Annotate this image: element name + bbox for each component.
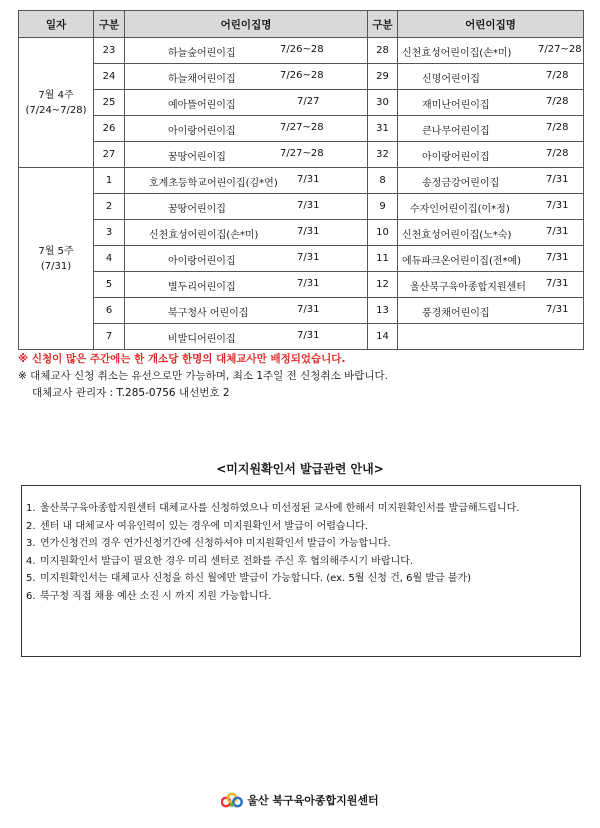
assignment-date: 7/31: [297, 252, 320, 263]
guide-box: [21, 485, 581, 657]
row-number: 10: [368, 220, 398, 246]
guide-item: [22, 518, 574, 536]
daycare-cell: [398, 116, 584, 142]
daycare-name: 별두리어린이집: [168, 282, 236, 293]
assignment-date: 7/31: [297, 226, 320, 237]
daycare-cell: [125, 90, 368, 116]
notes: [18, 351, 388, 402]
table-row: [19, 90, 584, 116]
assignment-date: 7/27~28: [280, 122, 324, 133]
guide-item-text: 미지원확인서는 대체교사 신청을 하신 월에만 발급이 가능합니다. (ex. 5월 신청 건, 6월 발급 불가): [40, 573, 472, 585]
row-number: 13: [368, 298, 398, 324]
daycare-name: 송정금강어린이집: [422, 178, 500, 189]
assignment-date: 7/28: [546, 122, 569, 133]
row-number: 27: [94, 142, 125, 168]
daycare-cell: [398, 90, 584, 116]
daycare-name: 하늘숲어린이집: [168, 48, 236, 59]
guide-title: <미지원확인서 발급관련 안내>: [216, 462, 384, 476]
guide-item-number: 4.: [26, 555, 36, 567]
guide-item: [22, 553, 574, 571]
daycare-name: 풍경채어린이집: [422, 308, 490, 319]
table-row: [19, 194, 584, 220]
daycare-cell: [125, 246, 368, 272]
assignment-date: 7/31: [297, 278, 320, 289]
row-number: 4: [94, 246, 125, 272]
daycare-name: 북구청사 어린이집: [168, 308, 249, 319]
table-row: [19, 298, 584, 324]
row-number: 5: [94, 272, 125, 298]
daycare-name: 아이랑어린이집: [168, 126, 236, 137]
guide-item-text: 울산북구육아종합지원센터 대체교사를 신청하였으나 미선정된 교사에 한해서 미지원확인서를 발급해드립니다.: [40, 503, 520, 514]
guide-item: [22, 535, 574, 553]
row-number: 8: [368, 168, 398, 194]
row-number: 30: [368, 90, 398, 116]
table-row: [19, 220, 584, 246]
center-logo-icon: [221, 791, 243, 809]
assignment-date: 7/27: [297, 96, 320, 107]
assignment-date: 7/31: [297, 200, 320, 211]
week-cell: [19, 168, 94, 350]
assignment-date: 7/31: [297, 330, 320, 341]
daycare-cell: [125, 220, 368, 246]
cancel-note: ※ 대체교사 신청 취소는 유선으로만 가능하며, 최소 1주일 전 신청취소 바랍니다.: [18, 370, 388, 382]
daycare-name: 꿈땅어린이집: [168, 152, 226, 163]
footer-org-name: 울산 북구육아종합지원센터: [247, 794, 379, 807]
daycare-cell: [398, 272, 584, 298]
daycare-cell: [125, 272, 368, 298]
header-name-2: 어린이집명: [398, 11, 584, 38]
daycare-cell: [398, 194, 584, 220]
table-row: [19, 64, 584, 90]
week-range: (7/31): [40, 260, 72, 272]
daycare-cell: [125, 168, 368, 194]
guide-item-text: 미지원확인서 발급이 필요한 경우 미리 센터로 전화를 주신 후 협의해주시기 바랍니다.: [40, 555, 414, 567]
row-number: 24: [94, 64, 125, 90]
daycare-name: 울산북구육아종합지원센터: [410, 282, 526, 293]
daycare-cell: [398, 168, 584, 194]
daycare-cell: [125, 64, 368, 90]
daycare-cell: [125, 324, 368, 350]
assignment-date: 7/31: [297, 304, 320, 315]
assignment-date: 7/28: [546, 96, 569, 107]
guide-item-number: 6.: [26, 590, 36, 602]
assignment-date: 7/26~28: [280, 44, 324, 55]
footer: [0, 791, 600, 809]
daycare-name: 하늘채어린이집: [168, 74, 236, 85]
row-number: 12: [368, 272, 398, 298]
daycare-cell: [125, 38, 368, 64]
row-number: 23: [94, 38, 125, 64]
guide-item: [22, 588, 574, 606]
header-num-2: 구분: [368, 11, 398, 38]
header-name-1: 어린이집명: [125, 11, 368, 38]
assignment-date: 7/31: [546, 252, 569, 263]
assignment-date: 7/31: [546, 200, 569, 211]
daycare-name: 큰나무어린이집: [422, 126, 490, 137]
substitute-teacher-schedule-table: [18, 10, 584, 350]
row-number: 14: [368, 324, 398, 350]
row-number: 3: [94, 220, 125, 246]
table-row: [19, 168, 584, 194]
row-number: 2: [94, 194, 125, 220]
week-cell: [19, 38, 94, 168]
guide-item-number: 3.: [26, 538, 36, 550]
table-header-row: [19, 11, 584, 38]
guide-list: [22, 486, 580, 606]
table-row: [19, 272, 584, 298]
guide-item-number: 1.: [26, 503, 36, 514]
week-label: 7월 5주: [38, 245, 74, 257]
assignment-date: 7/27~28: [538, 44, 582, 55]
assignment-date: 7/31: [546, 174, 569, 185]
daycare-name: 에듀파크온어린이집(전*예): [402, 256, 522, 267]
row-number: 25: [94, 90, 125, 116]
row-number: 6: [94, 298, 125, 324]
daycare-name: 신천효성어린이집(손*미): [402, 48, 512, 59]
daycare-cell: [125, 142, 368, 168]
header-date: 일자: [19, 11, 94, 38]
daycare-name: 예아뜰어린이집: [168, 100, 236, 111]
row-number: 11: [368, 246, 398, 272]
daycare-name: 재미난어린이집: [422, 100, 490, 111]
row-number: 31: [368, 116, 398, 142]
warning-note: ※ 신청이 많은 주간에는 한 개소당 한명의 대체교사만 배정되었습니다.: [18, 353, 346, 365]
guide-item-number: 2.: [26, 520, 36, 532]
assignment-date: 7/27~28: [280, 148, 324, 159]
assignment-date: 7/28: [546, 70, 569, 81]
daycare-cell: [125, 298, 368, 324]
assignment-date: 7/26~28: [280, 70, 324, 81]
daycare-name: 신천효성어린이집(노*숙): [402, 230, 512, 241]
daycare-name: 아이랑어린이집: [168, 256, 236, 267]
daycare-cell: [398, 246, 584, 272]
guide-item-text: 센터 내 대체교사 여유인력이 있는 경우에 미지원확인서 발급이 어렵습니다.: [40, 520, 369, 532]
guide-item: [22, 500, 574, 518]
guide-item: [22, 570, 574, 588]
row-number: 26: [94, 116, 125, 142]
daycare-name: 호계초등학교어린이집(김*연): [149, 178, 278, 189]
table-row: [19, 246, 584, 272]
table-row: [19, 142, 584, 168]
table-row: [19, 116, 584, 142]
guide-item-text: 북구청 직접 채용 예산 소진 시 까지 지원 가능합니다.: [40, 590, 272, 602]
assignment-date: 7/31: [546, 278, 569, 289]
assignment-date: 7/31: [297, 174, 320, 185]
daycare-name: 꿈땅어린이집: [168, 204, 226, 215]
daycare-cell: [398, 220, 584, 246]
daycare-cell: [398, 142, 584, 168]
assignment-date: 7/31: [546, 226, 569, 237]
daycare-name: 비발디어린이집: [168, 334, 236, 345]
daycare-name: 수자인어린이집(이*정): [410, 204, 510, 215]
daycare-cell: [398, 324, 584, 350]
row-number: 29: [368, 64, 398, 90]
assignment-date: 7/31: [546, 304, 569, 315]
week-range: (7/24~7/28): [25, 104, 87, 116]
week-label: 7월 4주: [38, 89, 74, 101]
row-number: 9: [368, 194, 398, 220]
row-number: 1: [94, 168, 125, 194]
guide-item-number: 5.: [26, 573, 36, 585]
daycare-cell: [398, 38, 584, 64]
table-row: [19, 324, 584, 350]
manager-contact: 대체교사 관리자 : T.285-0756 내선번호 2: [32, 387, 230, 399]
row-number: 28: [368, 38, 398, 64]
row-number: 7: [94, 324, 125, 350]
daycare-cell: [125, 194, 368, 220]
row-number: 32: [368, 142, 398, 168]
header-num-1: 구분: [94, 11, 125, 38]
daycare-cell: [125, 116, 368, 142]
daycare-name: 신천효성어린이집(손*미): [149, 230, 259, 241]
assignment-date: 7/28: [546, 148, 569, 159]
daycare-cell: [398, 64, 584, 90]
guide-item-text: 연가신청건의 경우 연가신청기간에 신청하셔야 미지원확인서 발급이 가능합니다.: [40, 538, 391, 550]
daycare-name: 신명어린이집: [422, 74, 480, 85]
table-row: [19, 38, 584, 64]
daycare-name: 아이랑어린이집: [422, 152, 490, 163]
daycare-cell: [398, 298, 584, 324]
